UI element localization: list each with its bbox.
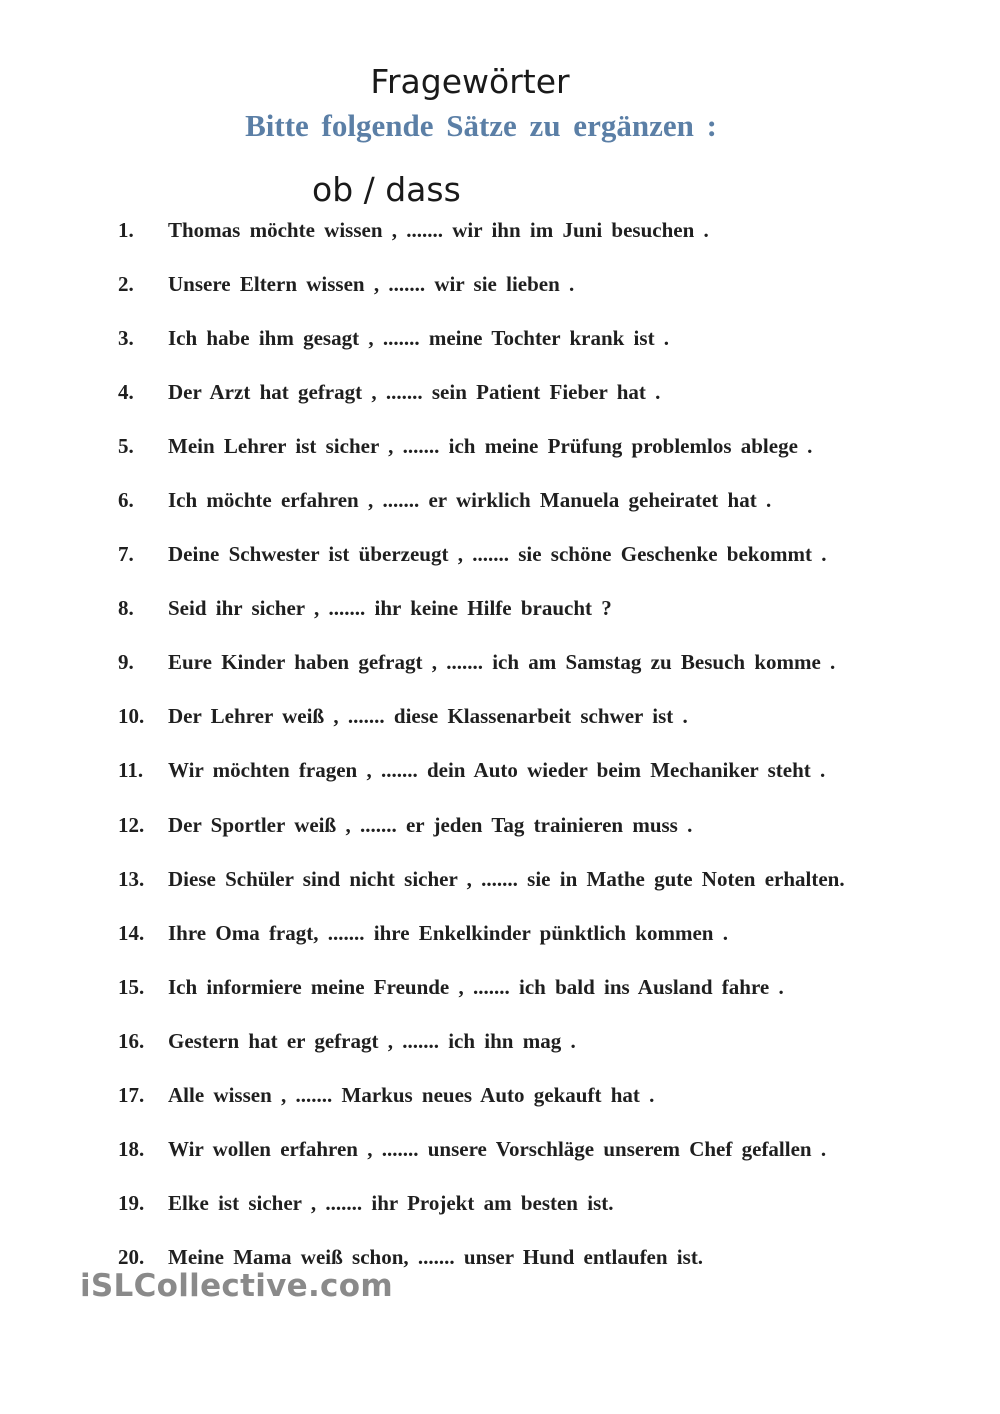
exercise-item: [118, 906, 978, 960]
exercise-item: [118, 798, 978, 852]
item-number: 16.: [118, 1028, 145, 1053]
item-sentence: Ich habe ihm gesagt , ....... meine Tochter krank ist .: [168, 325, 670, 350]
exercise-item: [118, 636, 978, 690]
watermark-logo: iSLCollective.com: [80, 1268, 393, 1304]
item-number: 10.: [118, 704, 145, 729]
instruction-subtitle: Bitte folgende Sätze zu ergänzen :: [245, 108, 717, 143]
exercise-item: [118, 690, 978, 744]
item-number: 7.: [118, 542, 134, 567]
item-sentence: Gestern hat er gefragt , ....... ich ihn mag .: [168, 1028, 576, 1053]
item-number: 11.: [118, 758, 144, 783]
item-number: 17.: [118, 1083, 145, 1108]
exercise-item: [118, 744, 978, 798]
exercise-item: [118, 203, 978, 257]
exercise-item: [118, 582, 978, 636]
item-number: 12.: [118, 812, 145, 837]
item-sentence: Ihre Oma fragt, ....... ihre Enkelkinder pünktlich kommen .: [168, 920, 728, 945]
item-sentence: Ich informiere meine Freunde , ....... ich bald ins Ausland fahre .: [168, 974, 784, 999]
page-title: Fragewörter: [370, 62, 570, 101]
item-number: 9.: [118, 650, 134, 675]
item-sentence: Mein Lehrer ist sicher , ....... ich meine Prüfung problemlos ablege .: [168, 433, 813, 458]
item-number: 19.: [118, 1191, 145, 1216]
exercise-item: [118, 257, 978, 311]
item-sentence: Diese Schüler sind nicht sicher , ....... sie in Mathe gute Noten erhalten.: [168, 866, 845, 891]
item-number: 4.: [118, 379, 134, 404]
exercise-item: [118, 365, 978, 419]
exercise-list: [118, 203, 978, 1285]
exercise-item: [118, 528, 978, 582]
item-number: 1.: [118, 217, 134, 242]
item-sentence: Elke ist sicher , ....... ihr Projekt am besten ist.: [168, 1191, 614, 1216]
exercise-item: [118, 1123, 978, 1177]
item-number: 3.: [118, 325, 134, 350]
item-sentence: Thomas möchte wissen , ....... wir ihn im Juni besuchen .: [168, 217, 709, 242]
item-sentence: Deine Schwester ist überzeugt , ....... sie schöne Geschenke bekommt .: [168, 542, 827, 567]
item-number: 13.: [118, 866, 145, 891]
item-number: 14.: [118, 920, 145, 945]
item-number: 2.: [118, 271, 134, 296]
exercise-item: [118, 1069, 978, 1123]
answer-options: ob / dass: [312, 170, 461, 209]
item-sentence: Seid ihr sicher , ....... ihr keine Hilfe braucht ?: [168, 596, 612, 621]
exercise-item: [118, 419, 978, 473]
item-number: 18.: [118, 1137, 145, 1162]
exercise-item: [118, 311, 978, 365]
item-sentence: Der Arzt hat gefragt , ....... sein Patient Fieber hat .: [168, 379, 661, 404]
item-sentence: Wir wollen erfahren , ....... unsere Vorschläge unserem Chef gefallen .: [168, 1137, 827, 1162]
item-sentence: Alle wissen , ....... Markus neues Auto gekauft hat .: [168, 1083, 655, 1108]
exercise-item: [118, 1014, 978, 1068]
exercise-item: [118, 473, 978, 527]
item-sentence: Eure Kinder haben gefragt , ....... ich am Samstag zu Besuch komme .: [168, 650, 836, 675]
item-sentence: Meine Mama weiß schon, ....... unser Hund entlaufen ist.: [168, 1245, 704, 1270]
item-number: 5.: [118, 433, 134, 458]
item-number: 8.: [118, 596, 134, 621]
item-number: 15.: [118, 974, 145, 999]
item-number: 20.: [118, 1245, 145, 1270]
item-sentence: Ich möchte erfahren , ....... er wirklich Manuela geheiratet hat .: [168, 488, 772, 513]
exercise-item: [118, 960, 978, 1014]
item-number: 6.: [118, 488, 134, 513]
item-sentence: Wir möchten fragen , ....... dein Auto wieder beim Mechaniker steht .: [168, 758, 826, 783]
item-sentence: Der Sportler weiß , ....... er jeden Tag trainieren muss .: [168, 812, 693, 837]
exercise-item: [118, 852, 978, 906]
item-sentence: Der Lehrer weiß , ....... diese Klassenarbeit schwer ist .: [168, 704, 688, 729]
exercise-item: [118, 1177, 978, 1231]
item-sentence: Unsere Eltern wissen , ....... wir sie lieben .: [168, 271, 575, 296]
